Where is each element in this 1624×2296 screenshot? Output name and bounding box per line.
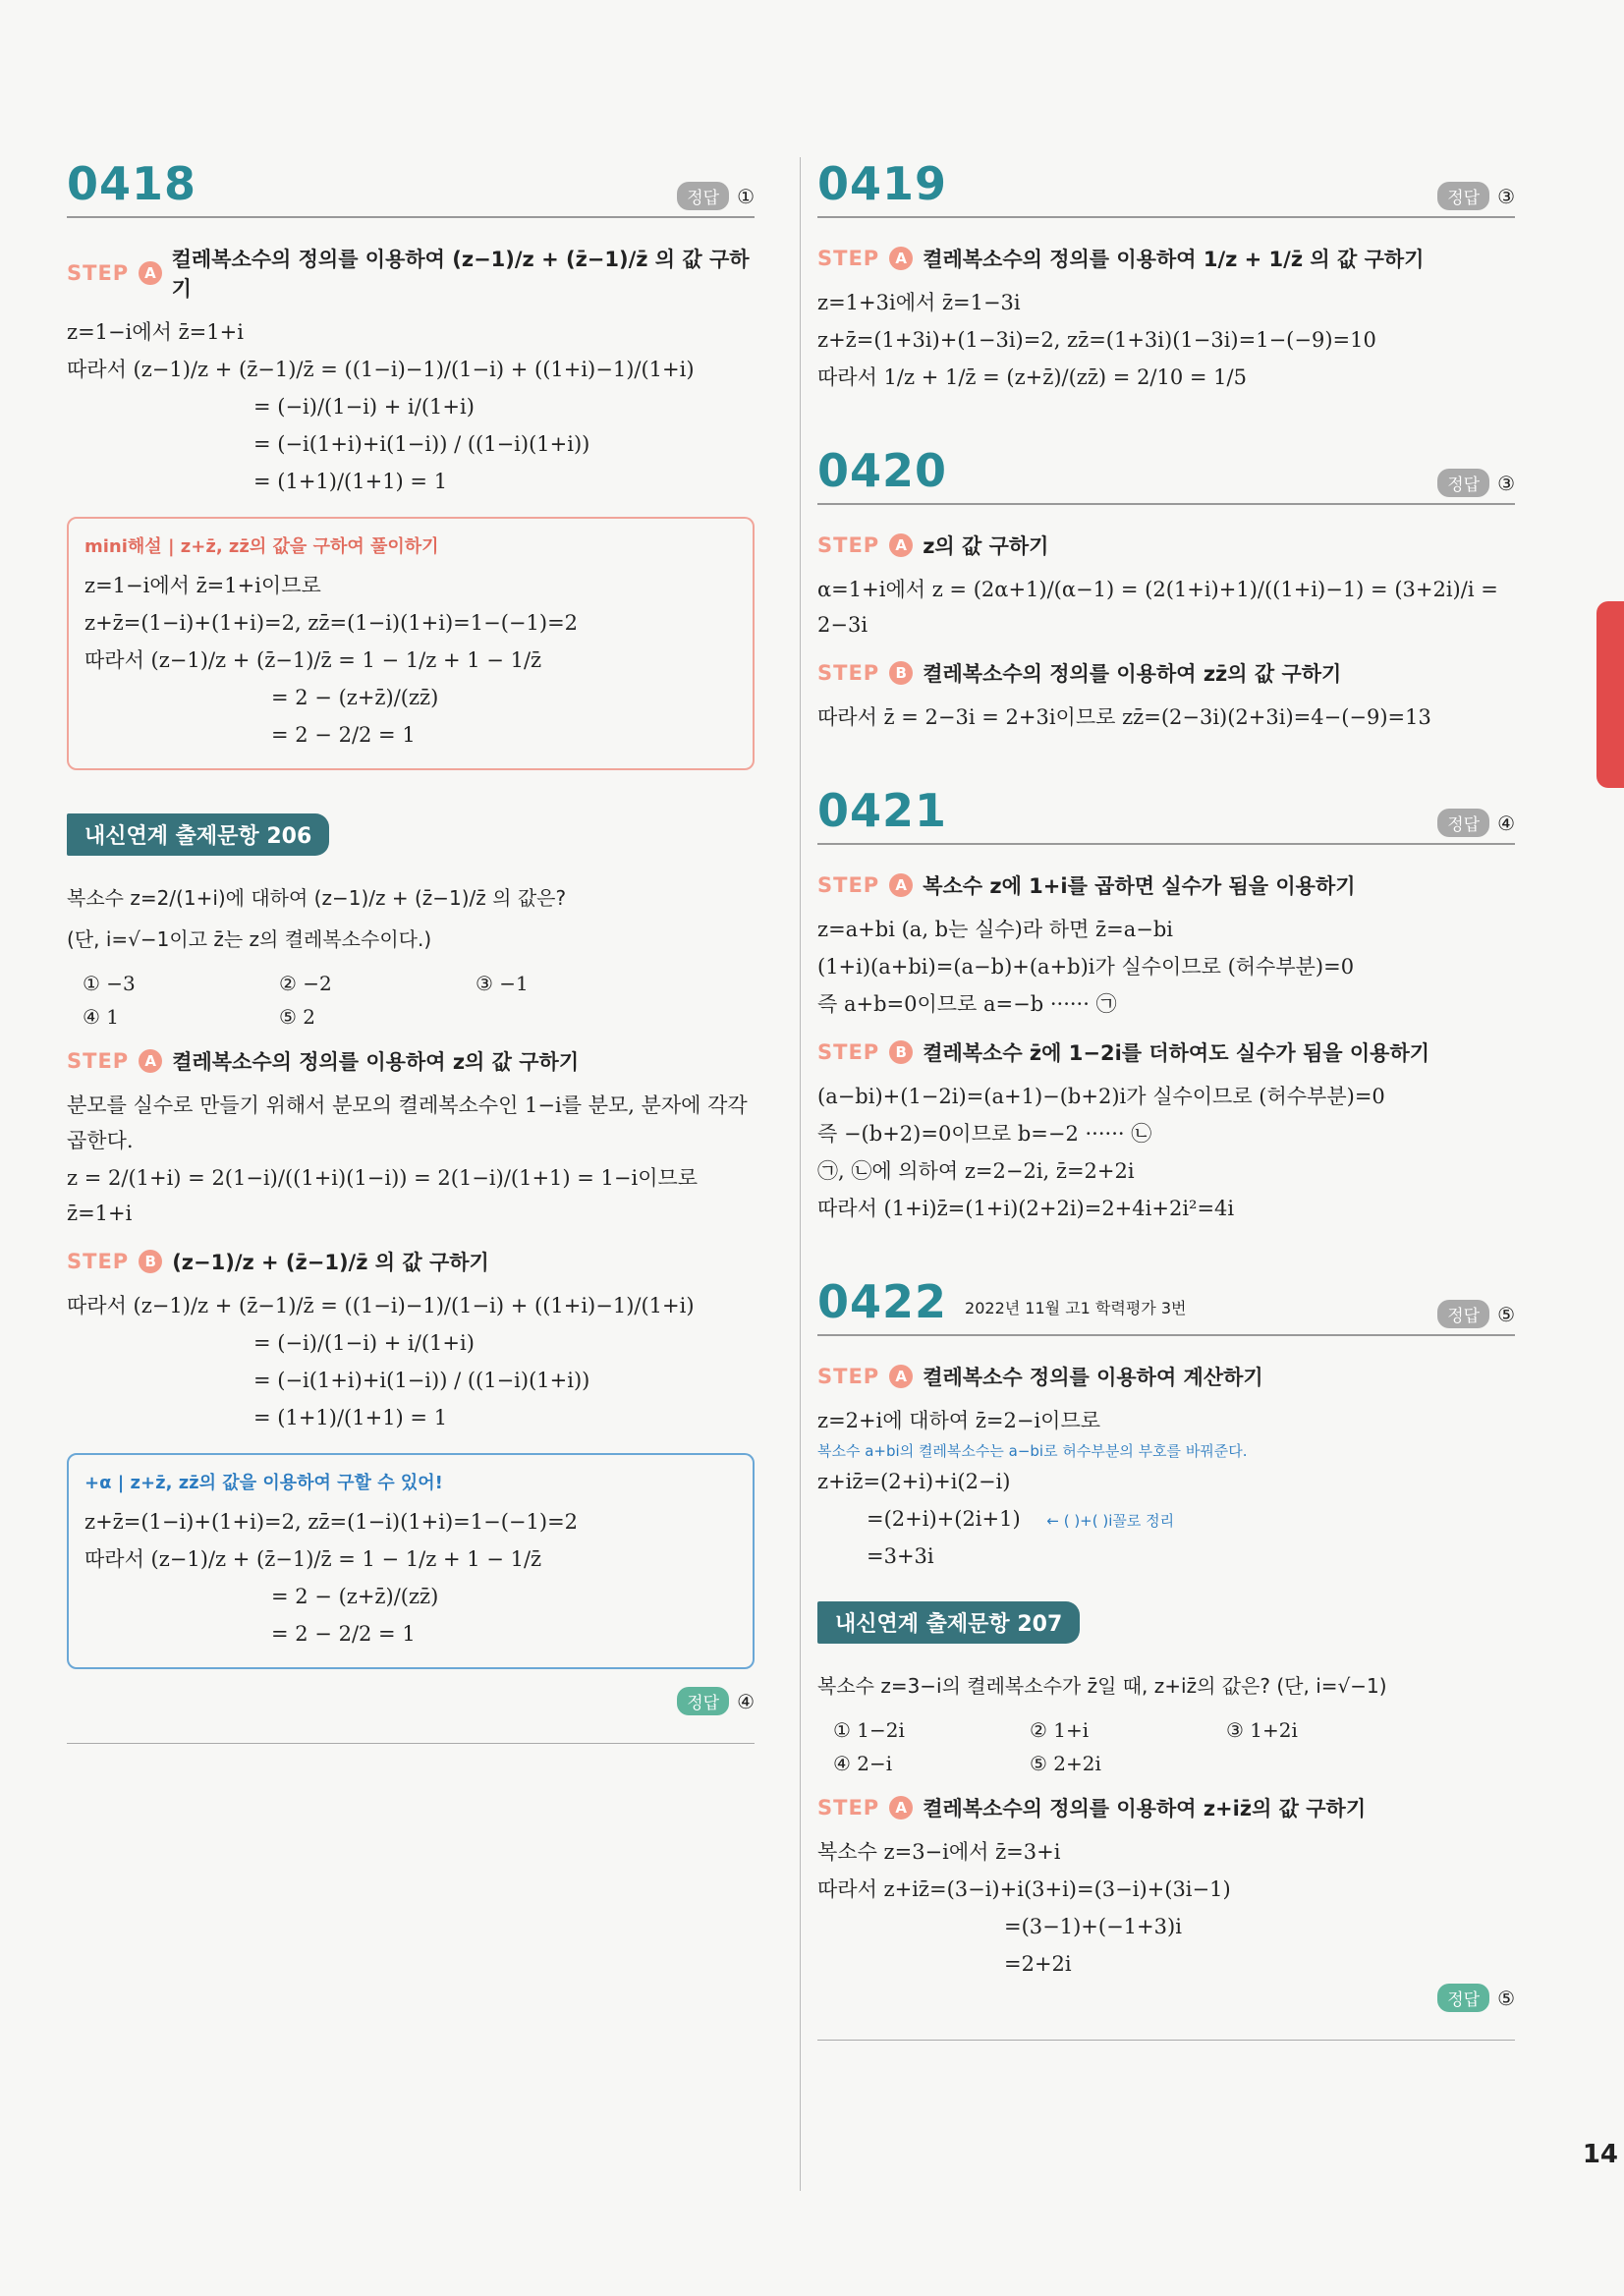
solution-line: = (−i(1+i)+i(1−i)) / ((1−i)(1+i))	[253, 1369, 590, 1392]
step-title: 복소수 z에 1+i를 곱하면 실수가 됨을 이용하기	[923, 874, 1356, 898]
solution-line: = 2 − (z+z̄)/(zz̄)	[271, 686, 439, 709]
solution-line: = (−i(1+i)+i(1−i)) / ((1−i)(1+i))	[253, 432, 590, 456]
choice: ② 1+i	[1030, 1718, 1090, 1742]
step-a: STEP A 켤레복소수의 정의를 이용하여 1/z + 1/z̄ 의 값 구하기	[817, 244, 1515, 273]
solution-line: 따라서 z̄ = 2−3i = 2+3i이므로 zz̄=(2−3i)(2+3i)=4−(−9)=13	[817, 705, 1431, 729]
right-column	[817, 157, 1515, 2041]
problem-number: 0418	[67, 157, 197, 210]
choice: ④ 1	[83, 1005, 120, 1029]
step-title: 켤레복소수의 정의를 이용하여 z+iz̄의 값 구하기	[923, 1797, 1367, 1820]
solution-line: ㉠, ㉡에 의하여 z=2−2i, z̄=2+2i	[817, 1159, 1135, 1183]
section-rule	[817, 2040, 1515, 2041]
problem-number: 0422	[817, 1275, 948, 1328]
solution-line: (a−bi)+(1−2i)=(a+1)−(b+2)i가 실수이므로 (허수부분)=0	[817, 1085, 1385, 1108]
solution-line: α=1+i에서 z = (2α+1)/(α−1) = (2(1+i)+1)/((1+i)−1) = (3+2i)/i = 2−3i	[817, 578, 1498, 637]
answer-indicator	[1437, 1300, 1515, 1328]
plus-alpha-title: +α | z+z̄, zz̄의 값을 이용하여 구할 수 있어!	[84, 1473, 443, 1493]
answer-value: ④	[737, 1689, 755, 1713]
answer-badge: 정답	[1437, 469, 1489, 497]
calc-note: ← ( )+( )i꼴로 정리	[1046, 1512, 1175, 1530]
problem-number: 0420	[817, 444, 948, 497]
step-title: 켤레복소수의 정의를 이용하여 z의 값 구하기	[172, 1050, 580, 1074]
answer-choices	[83, 972, 755, 1029]
choice: ⑤ 2	[279, 1005, 316, 1029]
choice: ② −2	[279, 972, 332, 995]
solution-line: 복소수 z=3−i에서 z̄=3+i	[817, 1840, 1061, 1864]
solution-line: 따라서 (1+i)z̄=(1+i)(2+2i)=2+4i+2i²=4i	[817, 1197, 1235, 1220]
solution-line: z=1+3i에서 z̄=1−3i	[817, 291, 1021, 314]
choice: ① 1−2i	[833, 1718, 905, 1742]
problem-0418-header	[67, 157, 755, 218]
answer-choices	[833, 1718, 1515, 1775]
mini-explanation-box	[67, 517, 755, 770]
final-answer	[67, 1687, 755, 1715]
step-title: z의 값 구하기	[923, 534, 1049, 558]
solution-line: z=a+bi (a, b는 실수)라 하면 z̄=a−bi	[817, 918, 1173, 941]
solution-line: =2+2i	[1004, 1952, 1072, 1976]
solution-line: = 2 − (z+z̄)/(zz̄)	[271, 1585, 439, 1608]
answer-indicator	[1437, 182, 1515, 210]
step-title: (z−1)/z + (z̄−1)/z̄ 의 값 구하기	[172, 1251, 489, 1274]
related-problem-banner: 내신연계 출제문항 206	[67, 813, 329, 856]
step-a: STEP A 켤레복소수의 정의를 이용하여 z+iz̄의 값 구하기	[817, 1793, 1515, 1822]
problem-number: 0421	[817, 784, 948, 837]
solution-line: 즉 −(b+2)=0이므로 b=−2 ······ ㉡	[817, 1122, 1152, 1146]
question-text: 복소수 z=2/(1+i)에 대하여 (z−1)/z + (z̄−1)/z̄ 의 값은?	[67, 886, 567, 910]
step-a: STEP A 켤레복소수의 정의를 이용하여 z의 값 구하기	[67, 1046, 755, 1076]
solution-line: = 2 − 2/2 = 1	[271, 1622, 416, 1646]
final-answer	[817, 1984, 1515, 2012]
solution-line: 분모를 실수로 만들기 위해서 분모의 켤레복소수인 1−i를 분모, 분자에 각각 곱한다.	[67, 1093, 748, 1152]
answer-indicator	[1437, 469, 1515, 497]
answer-indicator	[1437, 809, 1515, 837]
solution-line: 따라서 (z−1)/z + (z̄−1)/z̄ = ((1−i)−1)/(1−i) + ((1+i)−1)/(1+i)	[67, 1294, 695, 1317]
solution-line: z=1−i에서 z̄=1+i이므로	[84, 574, 321, 597]
solution-line: =(2+i)+(2i+1) ← ( )+( )i꼴로 정리	[867, 1507, 1175, 1531]
answer-value: ①	[737, 184, 755, 208]
solution-line: 따라서 (z−1)/z + (z̄−1)/z̄ = 1 − 1/z + 1 − 1/z̄	[84, 1547, 542, 1571]
solution-line: = 2 − 2/2 = 1	[271, 723, 416, 747]
mini-explanation-title: mini해설 | z+z̄, zz̄의 값을 구하여 풀이하기	[84, 536, 439, 557]
page-number: 14	[1582, 2140, 1618, 2169]
step-title: 켤레복소수의 정의를 이용하여 zz̄의 값 구하기	[923, 662, 1342, 686]
step-b: STEP B 켤레복소수 z̄에 1−2i를 더하여도 실수가 됨을 이용하기	[817, 1037, 1515, 1067]
solution-line: (1+i)(a+bi)=(a−b)+(a+b)i가 실수이므로 (허수부분)=0	[817, 955, 1355, 979]
solution-line: = (1+1)/(1+1) = 1	[253, 1406, 448, 1429]
solution-line: 따라서 (z−1)/z + (z̄−1)/z̄ = ((1−i)−1)/(1−i) + ((1+i)−1)/(1+i)	[67, 358, 695, 381]
solution-line: 따라서 (z−1)/z + (z̄−1)/z̄ = 1 − 1/z + 1 − 1/z̄	[84, 648, 542, 672]
answer-badge: 정답	[1437, 1984, 1489, 2012]
solution-line: = (1+1)/(1+1) = 1	[253, 470, 448, 493]
choice: ③ −1	[476, 972, 529, 995]
left-column	[67, 157, 755, 1744]
step-b: STEP B 켤레복소수의 정의를 이용하여 zz̄의 값 구하기	[817, 658, 1515, 688]
solution-line: 따라서 z+iz̄=(3−i)+i(3+i)=(3−i)+(3i−1)	[817, 1877, 1231, 1901]
problem-number: 0419	[817, 157, 948, 210]
answer-badge: 정답	[1437, 182, 1489, 210]
solution-line: z+z̄=(1+3i)+(1−3i)=2, zz̄=(1+3i)(1−3i)=1−(−9)=10	[817, 328, 1376, 352]
solution-line: z = 2/(1+i) = 2(1−i)/((1+i)(1−i)) = 2(1−i)/(1+1) = 1−i이므로 z̄=1+i	[67, 1166, 699, 1225]
section-rule	[67, 1743, 755, 1744]
related-problem-banner: 내신연계 출제문항 207	[817, 1601, 1080, 1644]
choice: ③ 1+2i	[1226, 1718, 1298, 1742]
question-condition: (단, i=√−1이고 z̄는 z의 켤레복소수이다.)	[67, 927, 432, 951]
step-a: STEP A 켤레복소수 정의를 이용하여 계산하기	[817, 1362, 1515, 1391]
answer-badge: 정답	[677, 182, 729, 210]
problem-0419-header	[817, 157, 1515, 218]
step-a: STEP A 복소수 z에 1+i를 곱하면 실수가 됨을 이용하기	[817, 870, 1515, 900]
solution-line: 따라서 1/z + 1/z̄ = (z+z̄)/(zz̄) = 2/10 = 1/5	[817, 365, 1247, 389]
problem-source: 2022년 11월 고1 학력평가 3번	[965, 1299, 1187, 1317]
step-b: STEP B (z−1)/z + (z̄−1)/z̄ 의 값 구하기	[67, 1247, 755, 1276]
choice: ④ 2−i	[833, 1752, 893, 1775]
answer-value: ⑤	[1497, 1986, 1515, 2010]
problem-0420-header	[817, 444, 1515, 505]
problem-0422-header	[817, 1275, 1515, 1336]
answer-value: ③	[1497, 471, 1515, 495]
step-a: STEP A z의 값 구하기	[817, 531, 1515, 560]
question-text: 복소수 z=3−i의 켤레복소수가 z̄일 때, z+iz̄의 값은? (단, i=√−1)	[817, 1674, 1387, 1698]
answer-value: ④	[1497, 811, 1515, 835]
explanation-note: 복소수 a+bi의 켤레복소수는 a−bi로 허수부분의 부호를 바꿔준다.	[817, 1442, 1248, 1460]
answer-value: ③	[1497, 184, 1515, 208]
solution-line: z=1−i에서 z̄=1+i	[67, 320, 244, 344]
choice: ① −3	[83, 972, 136, 995]
choice: ⑤ 2+2i	[1030, 1752, 1101, 1775]
answer-value: ⑤	[1497, 1302, 1515, 1326]
answer-badge: 정답	[1437, 1300, 1489, 1328]
answer-badge: 정답	[677, 1687, 729, 1715]
solution-line: z=2+i에 대하여 z̄=2−i이므로	[817, 1409, 1101, 1432]
answer-indicator	[677, 182, 755, 210]
answer-badge: 정답	[1437, 809, 1489, 837]
solution-line: = (−i)/(1−i) + i/(1+i)	[253, 1331, 475, 1355]
column-divider	[800, 157, 801, 2191]
plus-alpha-box	[67, 1453, 755, 1669]
step-title: 컬레복소수의 정의를 이용하여 (z−1)/z + (z̄−1)/z̄ 의 값 구하기	[171, 248, 750, 301]
solution-line: z+z̄=(1−i)+(1+i)=2, zz̄=(1−i)(1+i)=1−(−1)=2	[84, 611, 579, 635]
step-title: 켤레복소수 정의를 이용하여 계산하기	[923, 1366, 1263, 1389]
solution-line: = (−i)/(1−i) + i/(1+i)	[253, 395, 475, 419]
solution-line: z+iz̄=(2+i)+i(2−i)	[817, 1470, 1011, 1493]
problem-0421-header	[817, 784, 1515, 845]
chapter-side-tab	[1596, 601, 1624, 788]
step-title: 켤레복소수의 정의를 이용하여 1/z + 1/z̄ 의 값 구하기	[923, 248, 1425, 271]
solution-line: 즉 a+b=0이므로 a=−b ······ ㉠	[817, 992, 1117, 1016]
solution-line: =3+3i	[867, 1544, 934, 1568]
step-title: 켤레복소수 z̄에 1−2i를 더하여도 실수가 됨을 이용하기	[923, 1041, 1430, 1065]
solution-line: z+z̄=(1−i)+(1+i)=2, zz̄=(1−i)(1+i)=1−(−1)=2	[84, 1510, 579, 1534]
step-a: STEP A 컬레복소수의 정의를 이용하여 (z−1)/z + (z̄−1)/z̄ 의 값 구하기	[67, 244, 755, 303]
solution-line: =(3−1)+(−1+3)i	[1004, 1915, 1182, 1938]
